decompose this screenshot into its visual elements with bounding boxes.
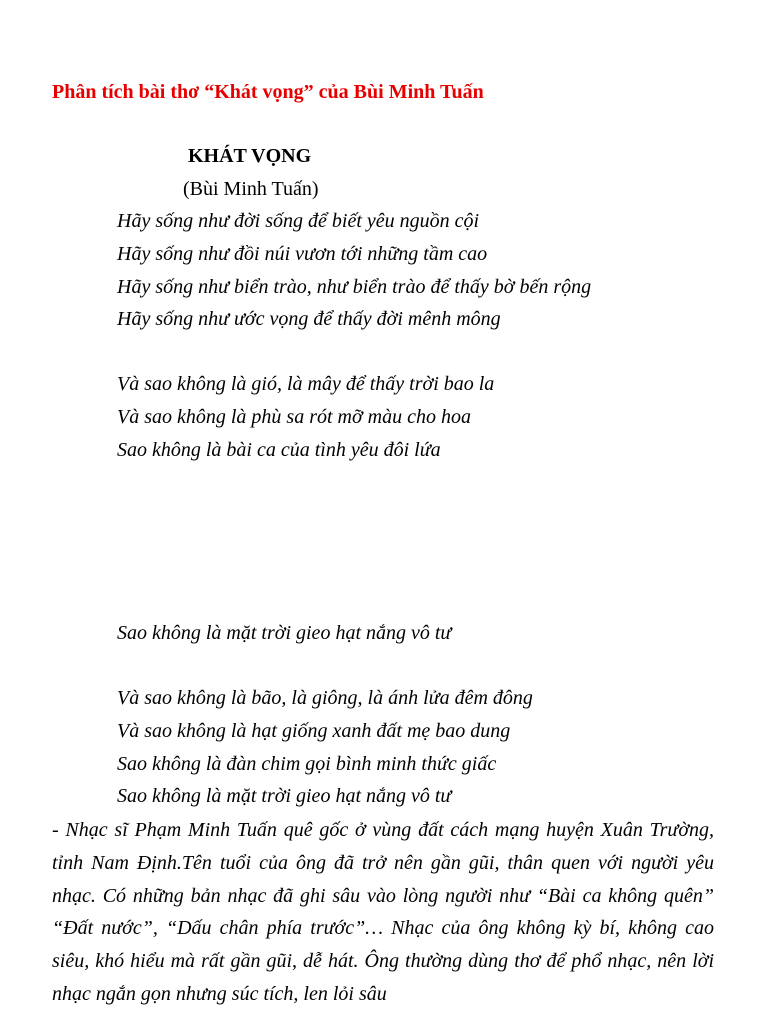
poem-line: Và sao không là hạt giống xanh đất mẹ bao dung — [117, 719, 511, 742]
poem-line: Và sao không là gió, là mây để thấy trời bao la — [117, 373, 495, 395]
document-title: Phân tích bài thơ “Khát vọng” của Bùi Minh Tuấn — [52, 81, 484, 103]
poem-title: KHÁT VỌNG — [188, 145, 312, 167]
poem-line: Và sao không là phù sa rót mỡ màu cho hoa — [117, 405, 471, 428]
poem-line: Sao không là mặt trời gieo hạt nắng vô tư — [117, 785, 452, 808]
poem-stanza-2 — [117, 368, 494, 466]
analysis-paragraph: - Nhạc sĩ Phạm Minh Tuấn quê gốc ở vùng đất cách mạng huyện Xuân Trường, tỉnh Nam Định.Tên tuổi của ông đã trở nên gần gũi, thân quen với người yêu nhạc. Có những bản nhạc đã ghi sâu vào lòng người như “Bài ca không quên” “Đất nước”, “Dấu chân phía trước”… Nhạc của ông không kỳ bí, không cao siêu, khó hiểu mà rất gần gũi, dễ hát. Ông thường dùng thơ để phổ nhạc, nên lời nhạc ngắn gọn nhưng súc tích, len lỏi sâu — [52, 819, 714, 1005]
poem-author: (Bùi Minh Tuấn) — [183, 178, 319, 200]
poem-stanza-4 — [117, 682, 533, 813]
poem-line: Sao không là đàn chim gọi bình minh thức giấc — [117, 752, 497, 775]
poem-line: Và sao không là bão, là giông, là ánh lửa đêm đông — [117, 687, 533, 709]
poem-line: Hãy sống như ước vọng để thấy đời mênh mông — [117, 308, 501, 331]
poem-line: Hãy sống như đồi núi vươn tới những tầm cao — [117, 242, 488, 265]
poem-stanza-3 — [117, 617, 451, 650]
poem-stanza-1 — [117, 205, 591, 336]
poem-line: Hãy sống như đời sống để biết yêu nguồn cội — [117, 210, 480, 232]
poem-line: Sao không là mặt trời gieo hạt nắng vô tư — [117, 622, 452, 644]
poem-line: Hãy sống như biển trào, như biển trào để thấy bờ bến rộng — [117, 275, 592, 298]
poem-line: Sao không là bài ca của tình yêu đôi lứa — [117, 438, 441, 461]
